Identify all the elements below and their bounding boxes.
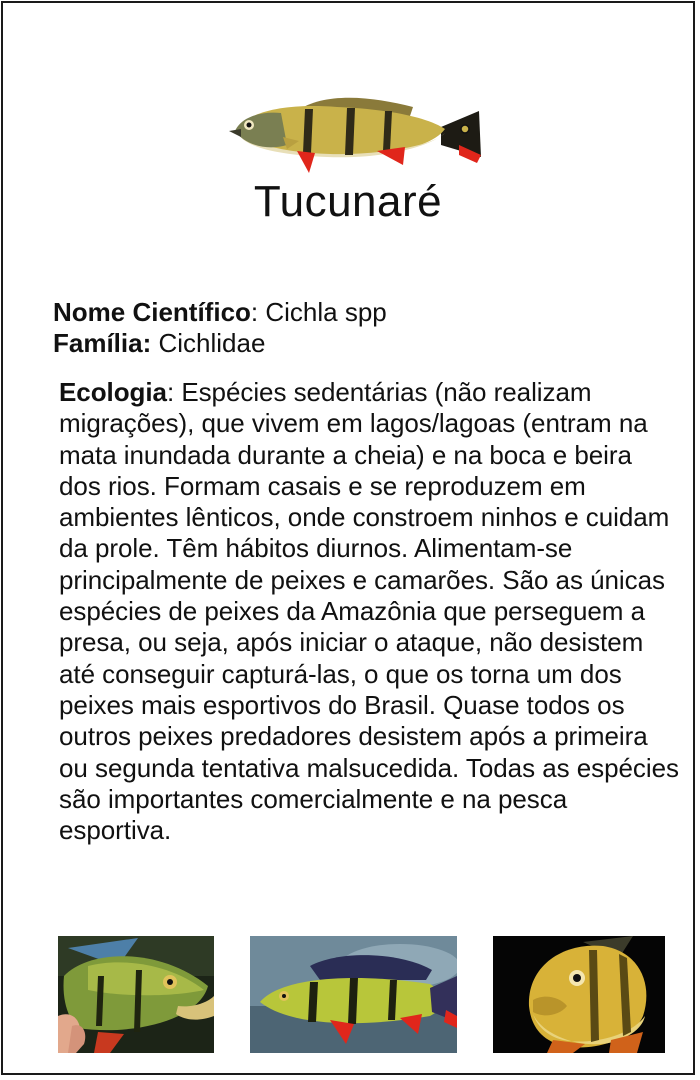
family-line — [53, 328, 387, 359]
species-title: Tucunaré — [253, 177, 443, 226]
family-value: Cichlidae — [151, 328, 266, 358]
scientific-name-label: Nome Científico — [53, 297, 251, 327]
ecology-label: Ecologia — [59, 377, 167, 407]
peacock-bass-illustration — [227, 89, 483, 175]
taxonomy-info — [53, 297, 387, 359]
photo-fish-swimming — [250, 936, 457, 1053]
photo-fish-close-up — [493, 936, 665, 1053]
ecology-text: : Espécies sedentárias (não realizam migrações), que vivem em lagos/lagoas (entram na mata inundada durante a cheia) e na boca e beira dos rios. Formam casais e se reproduzem em ambientes lênticos, onde constroem ninhos e cuidam da prole. Têm hábitos diurnos. Alimentam-se principalmente de peixes e camarões. São as únicas espécies de peixes da Amazônia que perseguem a presa, ou seja, após iniciar o ataque, não desistem até conseguir capturá-las, o que os torna um dos peixes mais esportivos do Brasil. Quase todos os outros peixes predadores desistem após a primeira ou segunda tentativa malsucedida. Todas as espécies são importantes comercialmente e na pesca esportiva. — [59, 377, 679, 846]
ecology-paragraph — [59, 377, 679, 846]
family-label: Família: — [53, 328, 152, 358]
photo-fish-in-hand — [58, 936, 214, 1053]
scientific-name-line — [53, 297, 387, 328]
species-card — [1, 1, 695, 1075]
scientific-name-value: : Cichla spp — [250, 297, 387, 327]
